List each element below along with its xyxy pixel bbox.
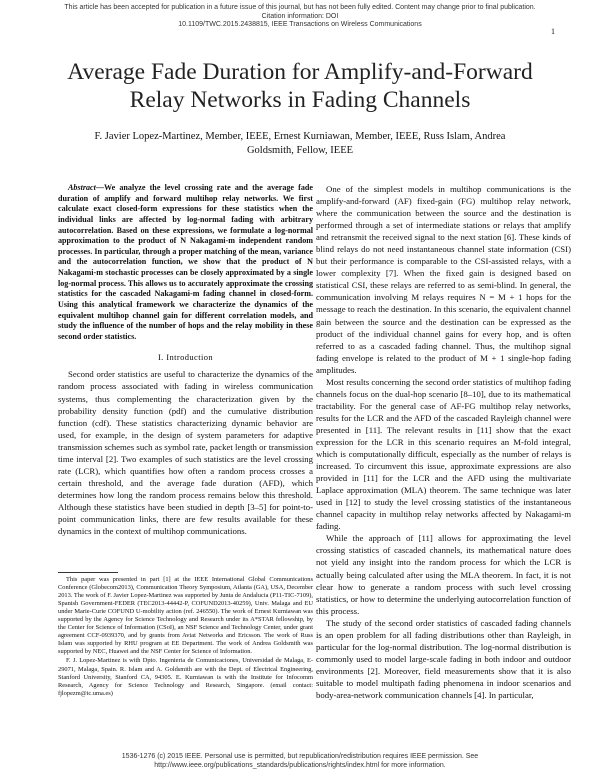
left-column xyxy=(58,183,313,537)
footnote-rule xyxy=(58,572,118,573)
copyright-line-1: 1536-1276 (c) 2015 IEEE. Personal use is permitted, but republication/redistribution requires IEEE permission. See xyxy=(121,753,479,760)
intro-paragraph-1: Second order statistics are useful to characterize the dynamics of the random process associated with fading in wireless communication systems, thus complementing the characterization given by the probability density function (pdf) and the cumulative distribution function (cdf). These statistics characterizing dynamic behavior are used, for example, in the design of system parameters for adaptive transmission schemes such as symbol rate, packet length or transmission time interval [2]. Two examples of such statistics are the level crossing rate (LCR), which quantifies how often a random process crosses a certain threshold, and the average fade duration (AFD), which determines how long the random process remains below this threshold. Although these statistics have been studied in depth [3–5] for point-to-point communication links, there are few results available for these dynamics in the context of multihop communications. xyxy=(58,369,313,537)
paper-title: Average Fade Duration for Amplify-and-Forward Relay Networks in Fading Channels xyxy=(67,59,533,113)
notice-line-1: This article has been accepted for publication in a future issue of this journal, but has not been fully edited. Content may change prior to final publication. Citation information: DOI xyxy=(64,4,536,20)
footnotes xyxy=(58,576,313,699)
author-list: F. Javier Lopez-Martinez, Member, IEEE, Ernest Kurniawan, Member, IEEE, Russ Islam, Andrea Goldsmith, Fellow, IEEE xyxy=(94,131,506,156)
right-paragraph-3: While the approach of [11] allows for approximating the level crossing statistics of cascaded channels, its mathematical nature does not yield any insight into the random process for which the LCR is actually being calculated after using the MLA theorem. In fact, it is not clear how to generate a random process with such level crossing statistics, or how to determine the underlying autocorrelation function of this process. xyxy=(316,533,571,616)
abstract-label: Abstract xyxy=(68,183,96,192)
right-column xyxy=(316,183,571,701)
abstract-text: —We analyze the level crossing rate and the average fade duration of amplify and forward multihop relay networks. We first calculate exact closed-form expressions for these statistics when the individual links are affected by log-normal fading with arbitrary autocorrelation. Based on these expressions, we formulate a log-normal approximation to the product of N Nakagami-m independent random processes. In particular, through a proper matching of the mean, variance and the autocorrelation function, we show that the product of N Nakagami-m stochastic processes can be closely approximated by a single log-normal process. This allows us to accurately approximate the crossing statistics for the cascaded Nakagami-m fading channel in closed-form. Using this analytical framework we characterize the dynamics of the equivalent multihop channel gain for different correlation models, and study the influence of the number of hops and the relay mobility in these second order statistics. xyxy=(58,183,313,341)
notice-line-2: 10.1109/TWC.2015.2438815, IEEE Transactions on Wireless Communications xyxy=(178,21,422,28)
footnote-affiliations: F. J. Lopez-Martinez is with Dpto. Ingenieria de Comunicaciones, Universidad de Malaga, E-29071, Malaga, Spain. R. Islam and A. Goldsmith are with the Dept. of Electrical Engineering, Stanford University, Stanford CA, 94305. E. Kurniawan is with the Institute for Infocomm Research, Agency for Science Technology and Research, Singapore. (email contact: fjlopezm@ic.uma.es) xyxy=(58,657,313,697)
copyright-line-2: http://www.ieee.org/publications_standards/publications/rights/index.html for more information. xyxy=(154,762,446,769)
section-heading-introduction: I. Introduction xyxy=(157,352,214,363)
footnote-funding: This paper was presented in part [1] at the IEEE International Global Communications Conference (Globecom2013), Communication Theory Symposium, Atlanta (GA), USA, December 2013. The work of F. Javier Lopez-Martinez was supported by Junta de Andalucia (P11-TIC-7109), Spanish Government-FEDER (TEC2013-44442-P, COFUND2013-40259), Univ. Malaga and EU under Marie-Curie COFUND U-mobility action (ref. 246550). The work of Ernest Kurniawan was supported by the Agency for Science Technology and Research under its A*STAR fellowship, by the Center for Science of Information (CSoI), an NSF Science and Technology Center, under grant agreement CCF-0939370, and by grants from Aviat Networks and Ericsson. The work of Russ Islam was supported by RHU program at EE Department. The work of Andrea Goldsmith was supported by NEC, Huawei and the NSF Center for Science of Information. xyxy=(58,576,313,656)
right-paragraph-2: Most results concerning the second order statistics of multihop fading channels focus on the dual-hop scenario [8–10], due to its mathematical tractability. For the general case of AF-FG multihop relay networks, results for the LCR and the AFD of the cascaded Rayleigh channel were presented in [11]. The relevant results in [11] show that the exact expression for the LCR in this scenario requires an M-fold integral, which is computationally difficult, especially as the number of relays is increased. To circumvent this issue, approximate expressions are also provided in [11] for the LCR and the AFD using the multivariate Laplace approximation (MLA) theorem. The same technique was later used in [12] to study the level crossing statistics of the instantaneous channel capacity in multihop relay networks affected by Nakagami-m fading. xyxy=(316,376,571,532)
abstract xyxy=(58,183,313,342)
page-number: 1 xyxy=(551,27,555,36)
right-paragraph-1: One of the simplest models in multihop communications is the amplify-and-forward (AF) fixed-gain (FG) multihop relay network, where the communication between the source and the destination is performed through a set of intermediate stations or relays that amplify and retransmit the received signal to the next station [6]. These kinds of blind relays do not need instantaneous channel state information (CSI) but their performance is comparable to the CSI-assisted relays, with a lower complexity [7]. When the fixed gain is designed based on statistical CSI, these relays are referred to as semi-blind. In general, the communication involving M relays requires N = M + 1 hops for the message to reach the destination. In this scenario, the equivalent channel gain between the source and the destination can be expressed as the product of the individual channel gains for every hop, and is often referred to as a cascaded fading channel. Thus, the multihop signal fading envelope is related to the product of M + 1 single-hop fading amplitudes. xyxy=(316,184,571,375)
right-paragraph-4: The study of the second order statistics of cascaded fading channels is an open problem for all fading distributions other than Rayleigh, in particular for the log-normal distribution. The log-normal distribution is commonly used to model large-scale fading in both indoor and outdoor environments [2]. Moreover, field measurements show that it is also suitable to model multipath fading phenomena in indoor scenarios and body-area-network communication channels [4]. In particular, xyxy=(316,617,571,700)
copyright-footer xyxy=(100,752,500,770)
journal-notice-header xyxy=(60,4,540,30)
